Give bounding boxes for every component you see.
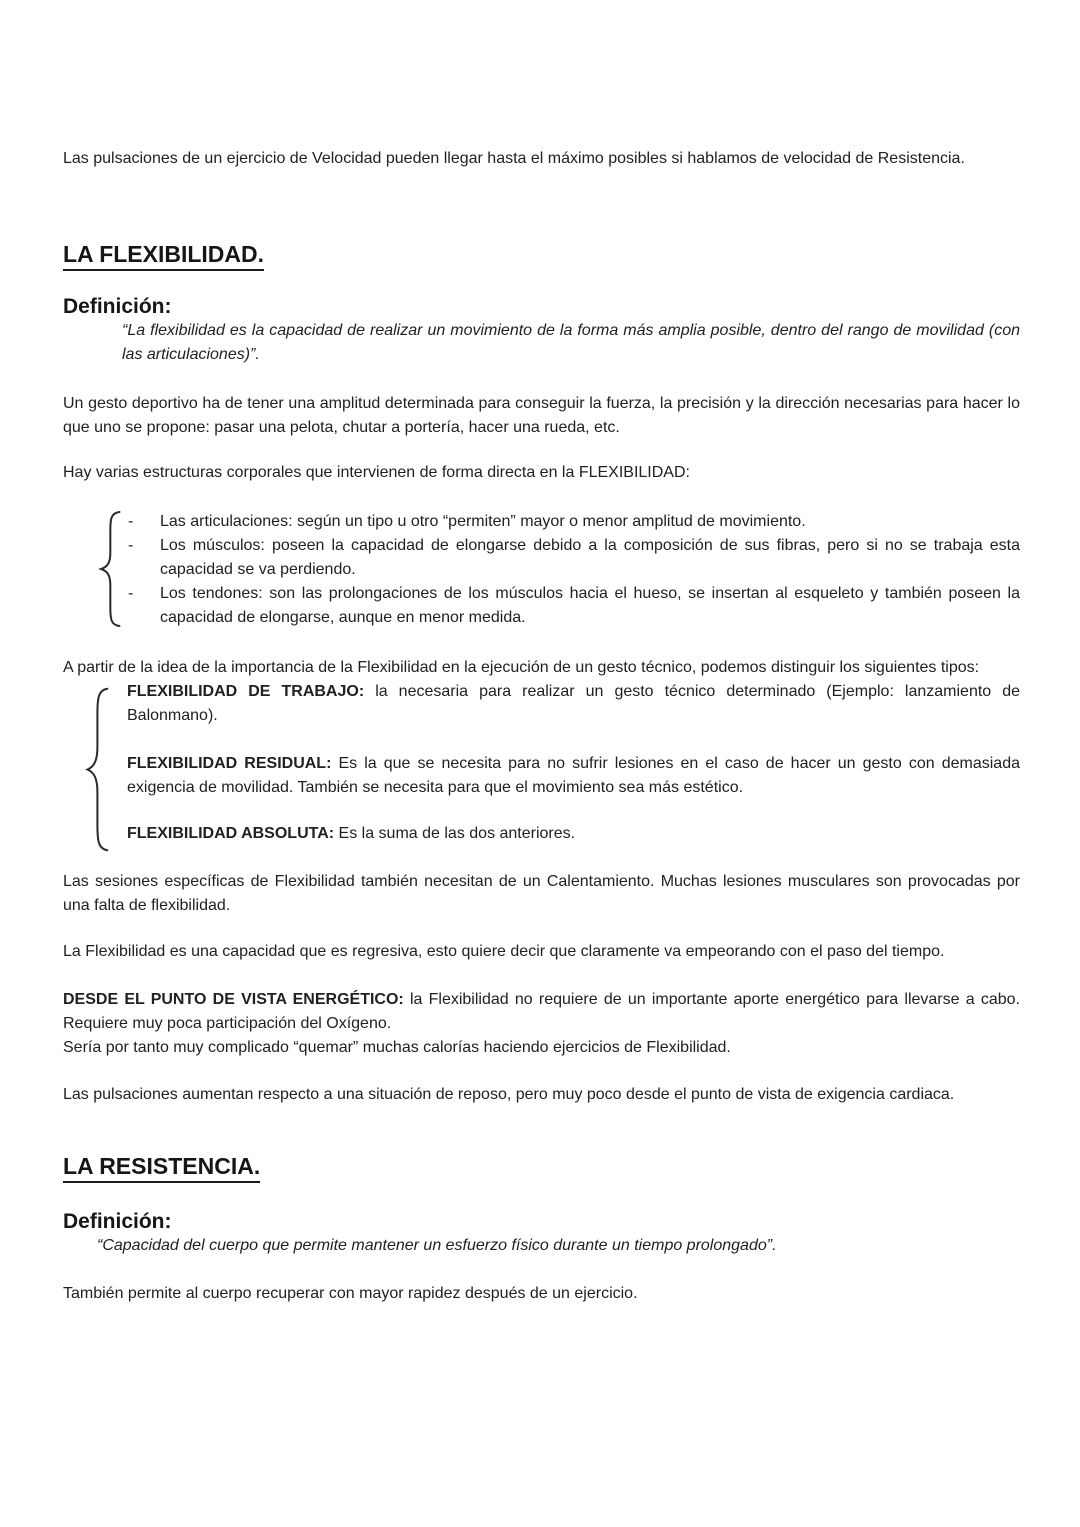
dash-marker: - <box>128 537 134 554</box>
structures-intro-paragraph: Hay varias estructuras corporales que intervienen de forma directa en la FLEXIBILIDAD: <box>63 464 690 481</box>
list-item <box>128 534 1020 582</box>
list-item-text: Los músculos: poseen la capacidad de elongarse debido a la composición de sus fibras, pero si no se trabaja esta capacidad se va perdiendo. <box>160 537 1020 578</box>
type-description: Es la suma de las dos anteriores. <box>334 825 576 842</box>
flexibility-heading <box>63 241 1020 271</box>
resistance-heading <box>63 1153 1020 1183</box>
structures-group <box>63 510 1020 630</box>
type-description: la necesaria para realizar un gesto técnico determinado (Ejemplo: lanzamiento de Balonmano). <box>127 683 1021 724</box>
dash-marker: - <box>128 513 134 530</box>
type-description: Es la que se necesita para no sufrir lesiones en el caso de hacer un gesto con demasiada exigencia de movilidad. También se necesita para que el movimiento sea más estético. <box>127 755 1020 796</box>
sessions-paragraph: Las sesiones específicas de Flexibilidad también necesitan de un Calentamiento. Muchas lesiones musculares son provocadas por una falta de flexibilidad. <box>63 873 1020 914</box>
amplitude-paragraph: Un gesto deportivo ha de tener una amplitud determinada para conseguir la fuerza, la precisión y la dirección necesarias para hacer lo que uno se propone: pasar una pelota, chutar a portería, hacer una rueda, etc. <box>63 395 1020 436</box>
type-term: FLEXIBILIDAD DE TRABAJO: <box>127 683 365 700</box>
regressive-paragraph: La Flexibilidad es una capacidad que es regresiva, esto quiere decir que claramente va empeorando con el paso del tiempo. <box>63 943 945 960</box>
resistance-definition-label: Definición: <box>63 1210 172 1233</box>
flexibility-heading-text: LA FLEXIBILIDAD. <box>63 241 264 271</box>
flexibility-type-item <box>127 680 1020 728</box>
energy-text: la Flexibilidad no requiere de un importante aporte energético para llevarse a cabo. Requiere muy poca participación del Oxígeno. <box>63 991 1020 1032</box>
pulse-paragraph: Las pulsaciones aumentan respecto a una situación de reposo, pero muy poco desde el punto de vista de exigencia cardiaca. <box>63 1086 955 1103</box>
list-item-text: Los tendones: son las prolongaciones de los músculos hacia el hueso, se insertan al esqueleto y también poseen la capacidad de elongarse, aunque en menor medida. <box>160 585 1020 626</box>
flexibility-type-item <box>127 822 1020 846</box>
flexibility-type-item <box>127 752 1020 800</box>
flexibility-definition-label: Definición: <box>63 295 172 318</box>
energy-paragraph <box>63 988 1020 1060</box>
type-term: FLEXIBILIDAD RESIDUAL: <box>127 755 332 772</box>
structures-list <box>128 510 1020 630</box>
resistance-heading-text: LA RESISTENCIA. <box>63 1153 260 1183</box>
list-item <box>128 510 1020 534</box>
resistance-definition-quote: “Capacidad del cuerpo que permite mantener un esfuerzo físico durante un tiempo prolongado”. <box>97 1237 777 1254</box>
types-intro-paragraph: A partir de la idea de la importancia de la Flexibilidad en la ejecución de un gesto técnico, podemos distinguir los siguientes tipos: <box>63 659 980 676</box>
energy-second-line: Sería por tanto muy complicado “quemar” muchas calorías haciendo ejercicios de Flexibilidad. <box>63 1039 731 1056</box>
flexibility-definition-quote: “La flexibilidad es la capacidad de realizar un movimiento de la forma más amplia posible, dentro del rango de movilidad (con las articulaciones)”. <box>122 322 1020 363</box>
intro-paragraph: Las pulsaciones de un ejercicio de Velocidad pueden llegar hasta el máximo posibles si hablamos de velocidad de Resistencia. <box>63 150 965 167</box>
grouping-brace-icon <box>97 510 122 628</box>
grouping-brace-icon <box>83 686 110 853</box>
list-item <box>128 582 1020 630</box>
energy-term: DESDE EL PUNTO DE VISTA ENERGÉTICO: <box>63 991 404 1008</box>
dash-marker: - <box>128 585 134 602</box>
flexibility-types-group <box>63 680 1020 846</box>
recovery-paragraph: También permite al cuerpo recuperar con mayor rapidez después de un ejercicio. <box>63 1285 638 1302</box>
type-term: FLEXIBILIDAD ABSOLUTA: <box>127 825 335 842</box>
list-item-text: Las articulaciones: según un tipo u otro “permiten” mayor o menor amplitud de movimiento. <box>160 513 806 530</box>
